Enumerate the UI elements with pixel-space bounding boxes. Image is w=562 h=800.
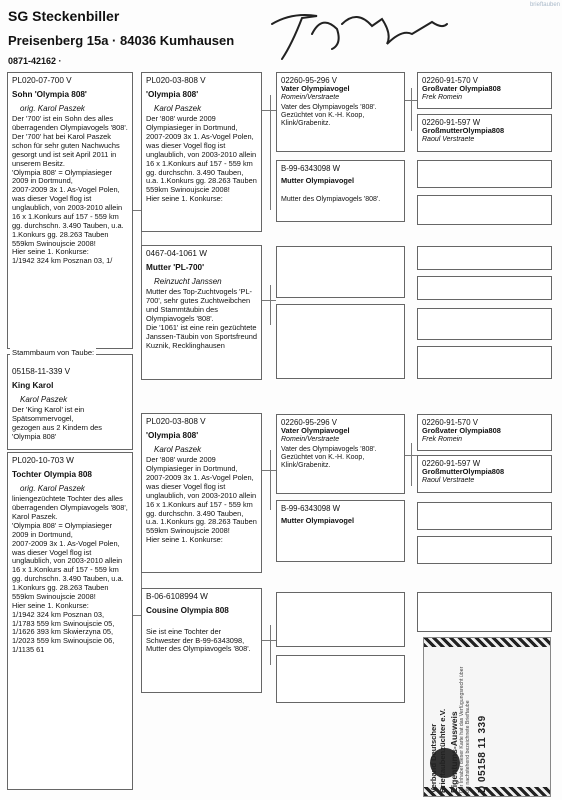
- maternal-grandfather-card: [141, 413, 262, 573]
- card-ring-num: 339: [477, 715, 488, 734]
- breeder-name: SG Steckenbiller: [8, 8, 120, 24]
- mgf-father-ring: 02260-95-296 V: [281, 418, 337, 427]
- subject-title: King Karol: [12, 380, 54, 390]
- pgf-breeder: Karol Paszek: [154, 103, 202, 113]
- empty-g4-12: [417, 536, 552, 564]
- breeder-address: Preisenberg 15a · 84036 Kumhausen: [8, 33, 235, 48]
- paternal-grandmother-card: [141, 245, 262, 380]
- mgf-ring: PL020-03-808 V: [146, 417, 206, 426]
- pgf-father-ring: 02260-95-296 V: [281, 76, 337, 85]
- pgm-desc: Mutter des Top-Zuchtvogels 'PL-700', sehr gutes Zuchtweibchen und Stammtäubin des Olympiavogels '808'. Die '1061' ist eine rein gezüchtete Janssen-Täubin von Sportsfreund Kuznik, Recklinghausen: [146, 287, 257, 350]
- fffm-breeder: Raoul Verstraete: [422, 136, 475, 144]
- mgf-desc: Der '808' wurde 2009 Olympiasieger in Dortmund, 2007-2009 3x 1. As-Vogel Polen, was dieser Vogel flog ist unglaublich, von 2003-2010 allein 16 x 1.Konkurs auf 157 - 559 km gg. durchschn. 3.490 Tauben, u.a. 1.Konkurs gg. 28.263 Tauben 559km Swinoujscie 2008! Hier seine 1. Konkurse:: [146, 455, 257, 545]
- mffm-title: GroßmutterOlympia808: [422, 467, 505, 477]
- fffm-card: [417, 114, 552, 152]
- card-ring-prefix: D: [477, 785, 488, 793]
- mgm-ring: B-06-6108994 W: [146, 592, 208, 601]
- breeder-phone: 0871-42162 ·: [8, 56, 62, 66]
- mfff-ring: 02260-91-570 V: [422, 418, 478, 427]
- maternal-grandmother-card: [141, 588, 262, 693]
- pgm-ring: 0467-04-1061 W: [146, 249, 207, 258]
- pgf-mother-ring: B-99-6343098 W: [281, 164, 340, 173]
- pgm-breeder: Reinzucht Janssen: [154, 276, 222, 286]
- empty-g4-4: [417, 195, 552, 225]
- subject-ring: 05158-11-339 V: [12, 367, 71, 376]
- mother-desc: liniengezüchtete Tochter des alles überragenden Olympiavogels '808', Karol Paszek. 'Olympia 808' = Olympiasieger 2009 in Dortmund, 2007-2009 3x 1. As-Vogel Polen, was dieser Vogel flog ist unglaublich, von 2003-2010 allein 16 x 1.Konkurs auf 157 - 559 km gg. durchschn. 3.490 Tauben, u.a. 1.Konkurs gg. 28.263 Tauben 559km Swinoujscie 2008! Hier seine 1. Konkurse: 1/1942 324 km Posznan 03, 1/1783 559 km Swinoujscie 05, 1/1626 393 km Skwierzyna 05, 1/2023 559 km Swinoujscie 06, 1/1135 61: [12, 494, 128, 655]
- mgf-father-title: Vater Olympiavogel: [281, 426, 350, 436]
- mgf-breeder: Karol Paszek: [154, 444, 202, 454]
- mother-breeder: orig. Karol Paszek: [20, 483, 85, 493]
- mffm-breeder: Raoul Verstraete: [422, 477, 475, 485]
- empty-g4-3: [417, 160, 552, 188]
- mfff-breeder: Frek Romein: [422, 436, 463, 444]
- mffm-card: [417, 455, 552, 493]
- pgf-mother-desc: Mutter des Olympiavogels '808'.: [281, 196, 381, 204]
- card-heading: Eigentums-Ausweis: [449, 711, 459, 793]
- mgf-mother-card: [276, 500, 405, 562]
- mother-title: Tochter Olympia 808: [12, 469, 92, 479]
- mgf-title: 'Olympia 808': [146, 430, 199, 440]
- father-ring: PL020-07-700 V: [12, 76, 72, 85]
- father-title: Sohn 'Olympia 808': [12, 89, 87, 99]
- empty-g4-11: [417, 502, 552, 530]
- card-fine1: Der Inhaber dieser Karte hat das Verfügungsrecht über: [459, 666, 465, 793]
- mffm-ring: 02260-91-597 W: [422, 459, 481, 468]
- mother-ring: PL020-10-703 W: [12, 456, 74, 465]
- pgf-title: 'Olympia 808': [146, 89, 199, 99]
- pgm-father-card: [276, 246, 405, 298]
- pgm-mother-card: [276, 304, 405, 379]
- pgf-desc: Der '808' wurde 2009 Olympiasieger in Dortmund, 2007-2009 3x 1. As-Vogel Polen, was dieser Vogel flog ist unglaublich, von 2003-2010 allein 16 x 1.Konkurs auf 157 - 559 km gg. durchschn. 3.490 Tauben, u.a. 1.Konkurs gg. 28.263 Tauben 559km Swinoujscie 2008! Hier seine 1. Konkurse:: [146, 114, 257, 204]
- pgf-father-breeder: Romein/Verstraete: [281, 94, 340, 102]
- mgf-mother-ring: B-99-6343098 W: [281, 504, 340, 513]
- subject-breeder: Karol Paszek: [20, 394, 68, 404]
- fffm-ring: 02260-91-597 W: [422, 118, 481, 127]
- mgm-father-card: [276, 592, 405, 647]
- card-ring: [477, 643, 488, 793]
- pgf-father-desc: Vater des Olympiavogels '808'. Gezüchtet von K.-H. Koop, Klink/Grabenitz.: [281, 103, 377, 128]
- pgf-father-card: [276, 72, 405, 152]
- card-org2: Brieftaubenzüchter e.V.: [438, 708, 447, 793]
- stammbaum-label: Stammbaum von Taube:: [12, 348, 95, 357]
- ffff-card: [417, 72, 552, 109]
- mother-card: [7, 452, 133, 790]
- card-fine2: die nachstehend bezeichnete Brieftaube: [465, 700, 471, 793]
- card-ring-year: 11: [477, 736, 488, 749]
- pgf-ring: PL020-03-808 V: [146, 76, 206, 85]
- mfff-card: [417, 414, 552, 451]
- watermark: brieftauben: [529, 2, 560, 8]
- pgf-mother-title: Mutter Olympiavogel: [281, 176, 355, 186]
- pgf-father-title: Vater Olympiavogel: [281, 84, 350, 94]
- empty-g4-13: [417, 592, 552, 632]
- signature-image: [262, 4, 452, 64]
- mgf-father-card: [276, 414, 405, 494]
- ownership-card: [423, 637, 551, 797]
- father-breeder: orig. Karol Paszek: [20, 103, 85, 113]
- pgf-mother-card: [276, 160, 405, 222]
- father-desc: Der '700' ist ein Sohn des alles überragenden Olympiavogels '808'. Der '700' hat bei Karol Paszek schon für sehr guten Nachwuchs gesorgt und ist seit April 2011 in unserem Besitz. 'Olympia 808' = Olympiasieger 2009 in Dortmund, 2007-2009 3x 1. As-Vogel Polen, was dieser Vogel flog ist unglaublich, von 2003-2010 allein 16 x 1.Konkurs auf 157 - 559 km gg. durchschn. 3.490 Tauben, u.a. 1.Konkurs gg. 28.263 Tauben 559km Swinoujscie 2008! Hier seine 1. Konkurse: 1/1942 324 km Posznan 03, 1/: [12, 114, 128, 266]
- empty-g4-6: [417, 276, 552, 300]
- ffff-breeder: Frek Romein: [422, 94, 463, 102]
- empty-g4-7: [417, 308, 552, 340]
- fffm-title: GroßmutterOlympia808: [422, 126, 505, 136]
- father-card: [7, 72, 133, 349]
- empty-g4-5: [417, 246, 552, 270]
- mgm-desc: Sie ist eine Tochter der Schwester der B-99-6343098, Mutter des Olympiavogels '808'.: [146, 626, 251, 654]
- card-ring-no: 05158: [477, 751, 488, 782]
- mfff-title: Großvater Olympia808: [422, 426, 501, 436]
- mgm-mother-card: [276, 655, 405, 703]
- ffff-title: Großvater Olympia808: [422, 84, 501, 94]
- ffff-ring: 02260-91-570 V: [422, 76, 478, 85]
- mgm-title: Cousine Olympia 808: [146, 605, 229, 615]
- subject-desc: Der 'King Karol' ist ein Spätsommervogel, gezogen aus 2 Kindern des 'Olympia 808': [12, 405, 102, 441]
- empty-g4-8: [417, 346, 552, 379]
- mgf-mother-title: Mutter Olympiavogel: [281, 516, 355, 526]
- mgf-father-desc: Vater des Olympiavogels '808'. Gezüchtet von K.-H. Koop, Klink/Grabenitz.: [281, 445, 377, 470]
- card-org: Verband Deutscher: [429, 723, 438, 793]
- subject-card: [7, 354, 133, 450]
- mgf-father-breeder: Romein/Verstraete: [281, 436, 340, 444]
- pgm-title: Mutter 'PL-700': [146, 262, 205, 272]
- paternal-grandfather-card: [141, 72, 262, 232]
